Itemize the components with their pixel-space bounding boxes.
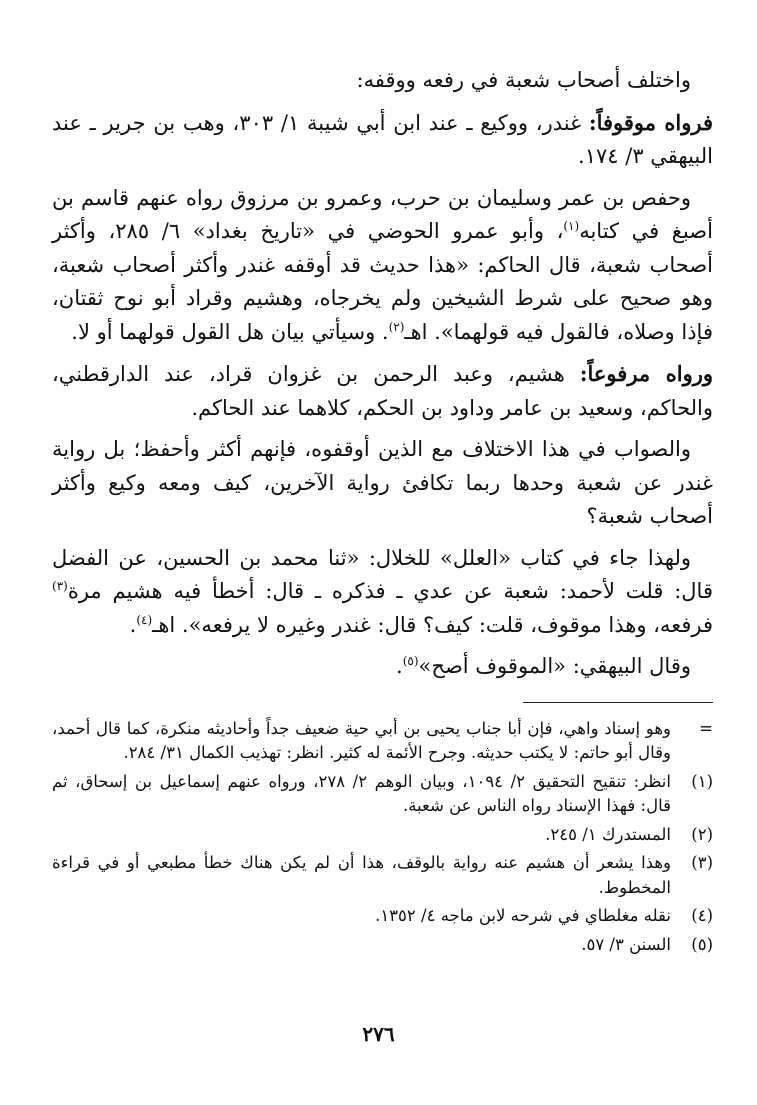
paragraph-narrators: وحفص بن عمر وسليمان بن حرب، وعمرو بن مرزوق رواه عنهم قاسم بن أصبغ في كتابه$^{(١)}$، وأبو عمرو الحوضي في «تاريخ بغداد» ٦/ ٢٨٥، وأكثر أصحاب شعبة، قال الحاكم: «هذا حديث قد أوقفه غندر وأكثر أصحاب شعبة، وهو صحيح على شرط الشيخين ولم يخرجاه، وهشيم وقراد أبو نوح ثقتان، فإذا وصلاه، فالقول فيه قولهما». اهـ$^{(٢)}$. وسيأتي بيان هل القول قولهما أو لا.	[52, 185, 713, 344]
footnote-ref-4[interactable]: (٤)	[136, 612, 153, 627]
footnote-3	[52, 851, 713, 900]
footnote-1	[52, 770, 713, 819]
footnote-text: المستدرك ١/ ٢٤٥.	[545, 824, 671, 844]
paragraph-intro: واختلف أصحاب شعبة في رفعه ووقفه:	[356, 68, 691, 92]
footnote-5	[52, 933, 713, 958]
footnote-text: وهذا يشعر أن هشيم عنه رواية بالوقف، هذا أن لم يكن هناك خطأ مطبعي أو في قراءة المخطوط.	[52, 853, 671, 897]
paragraph-marfu: ورواه مرفوعاً: هشيم، وعبد الرحمن بن غزوان قراد، عند الدارقطني، والحاكم، وسعيد بن عامر وداود بن الحكم، كلاهما عند الحاكم.	[52, 361, 713, 420]
footnote-continuation	[52, 717, 713, 766]
footnote-text: نقله مغلطاي في شرحه لابن ماجه ٤/ ١٣٥٢.	[375, 906, 671, 925]
footnote-number: (٤)	[691, 906, 713, 925]
footnote-number: (٥)	[691, 934, 713, 954]
label-marfu: ورواه مرفوعاً:	[579, 361, 713, 386]
main-text	[52, 64, 713, 684]
paragraph-ilal: ولهذا جاء في كتاب «العلل» للخلال: «ثنا محمد بن الحسين، عن الفضل قال: قلت لأحمد: شعبة عن عدي ـ فذكره ـ قال: أخطأ فيه هشيم مرة$^{(٣)}$ فرفعه، وهذا موقوف، قلت: كيف؟ قال: غندر وغيره لا يرفعه». اهـ$^{(٤)}$.	[52, 545, 713, 637]
footnote-number: =	[699, 718, 713, 738]
footnote-number: (١)	[691, 771, 713, 791]
footnote-ref-1[interactable]: (١)	[563, 219, 580, 233]
paragraph-correct-view: والصواب في هذا الاختلاف مع الذين أوقفوه، فإنهم أكثر وأحفظ؛ بل رواية غندر عن شعبة وحدها ربما تكافئ رواية الآخرين، كيف ومعه وكيع وأكثر أصحاب شعبة؟	[52, 437, 713, 528]
footnote-ref-3[interactable]: (٣)	[52, 579, 68, 593]
footnote-ref-2[interactable]: (٢)	[388, 319, 405, 334]
footnote-ref-5[interactable]: (٥)	[402, 654, 419, 668]
paragraph-bayhaqi: وقال البيهقي: «الموقوف أصح»$^{(٥)}$.	[396, 654, 691, 678]
footnotes	[52, 717, 713, 958]
page-number: ٢٧٦	[362, 1022, 395, 1046]
footnote-text: وهو إسناد واهي، فإن أبا جناب يحيى بن أبي حية ضعيف جداً وأحاديثه منكرة، كما قال أحمد، وقال أبو حاتم: لا يكتب حديثه. وجرح الأئمة له كثير. انظر: تهذيب الكمال ٣١/ ٢٨٤.	[52, 718, 671, 762]
footnote-number: (٣)	[691, 853, 713, 872]
footnote-text: السنن ٣/ ٥٧.	[581, 934, 671, 954]
footnote-4	[52, 904, 713, 929]
footnote-number: (٢)	[691, 824, 713, 844]
footnote-2	[52, 823, 713, 848]
footnote-divider	[523, 702, 713, 703]
footnote-text: انظر: تنقيح التحقيق ٢/ ١٠٩٤، وبيان الوهم ٢/ ٢٧٨، ورواه عنهم إسماعيل بن إسحاق، ثم قال: فهذا الإسناد رواه الناس عن شعبة.	[52, 771, 671, 815]
paragraph-mawquf: فرواه موقوفاً: غندر، ووكيع ـ عند ابن أبي شيبة ١/ ٣٠٣، وهب بن جرير ـ عند البيهقي ٣/ ١٧٤.	[52, 109, 714, 168]
label-mawquf: فرواه موقوفاً:	[588, 109, 714, 135]
